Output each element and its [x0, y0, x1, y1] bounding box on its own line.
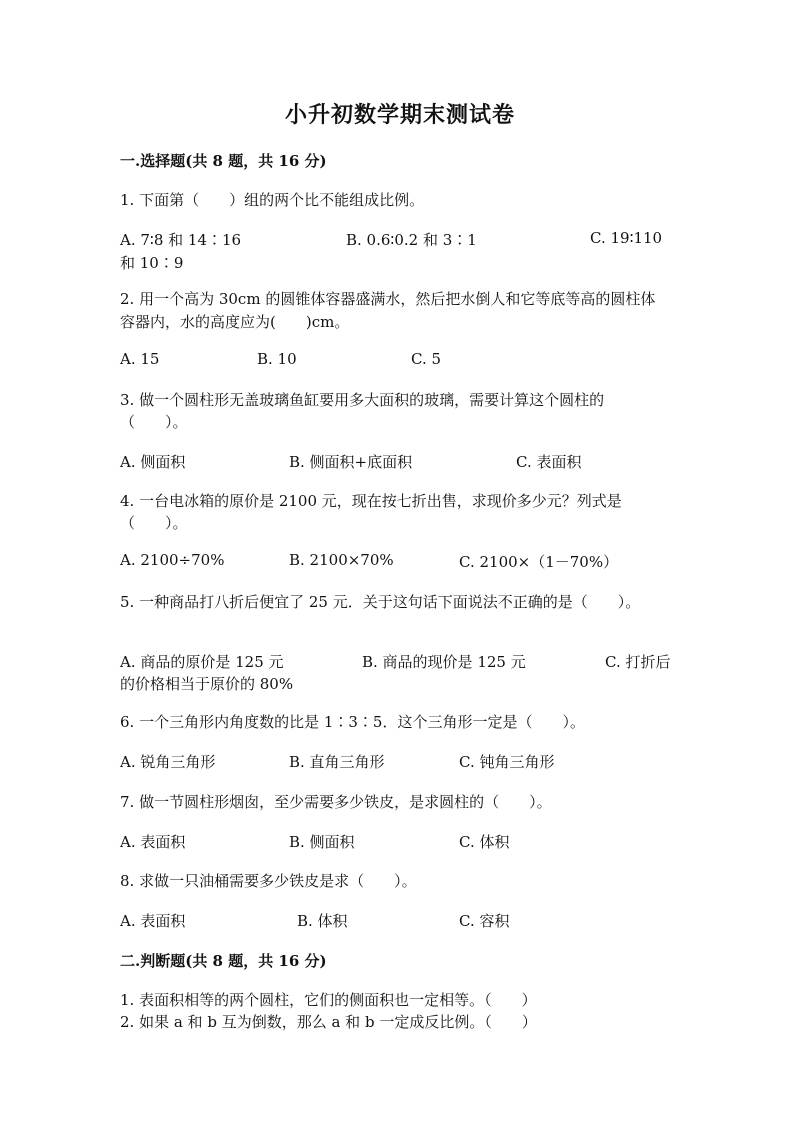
- question-7: 7. 做一节圆柱形烟囱，至少需要多少铁皮，是求圆柱的（ ）。: [120, 793, 552, 811]
- q2-option-c: C. 5: [411, 350, 442, 368]
- q5-option-b: B. 商品的现价是 125 元: [362, 653, 526, 671]
- question-3-line-2: （ ）。: [120, 413, 188, 431]
- q3-option-b: B. 侧面积+底面积: [289, 453, 413, 471]
- judgement-item-1: 1. 表面积相等的两个圆柱，它们的侧面积也一定相等。（ ）: [120, 991, 537, 1009]
- q2-option-a: A. 15: [120, 350, 160, 368]
- q7-option-b: B. 侧面积: [289, 833, 355, 851]
- question-3-line-1: 3. 做一个圆柱形无盖玻璃鱼缸要用多大面积的玻璃，需要计算这个圆柱的: [120, 391, 605, 409]
- section-heading-judgement: 二.判断题(共 8 题，共 16 分): [120, 952, 327, 970]
- question-6: 6. 一个三角形内角度数的比是 1∶3∶5．这个三角形一定是（ ）。: [120, 713, 585, 731]
- q5-option-c: C. 打折后: [605, 653, 671, 671]
- q5-option-c-wrap: 的价格相当于原价的 80%: [120, 675, 294, 693]
- q6-option-c: C. 钝角三角形: [459, 753, 555, 771]
- q1-option-c: C. 19∶110: [590, 229, 663, 247]
- q7-option-c: C. 体积: [459, 833, 510, 851]
- q8-option-b: B. 体积: [297, 912, 348, 930]
- question-4-line-2: （ ）。: [120, 514, 188, 532]
- q4-option-b: B. 2100×70%: [289, 551, 394, 569]
- question-8: 8. 求做一只油桶需要多少铁皮是求（ ）。: [120, 872, 417, 890]
- section-heading-choice: 一.选择题(共 8 题，共 16 分): [120, 152, 327, 170]
- q5-option-a: A. 商品的原价是 125 元: [120, 653, 284, 671]
- page-title: 小升初数学期末测试卷: [284, 102, 515, 128]
- q1-option-b: B. 0.6∶0.2 和 3∶1: [346, 231, 477, 249]
- q8-option-c: C. 容积: [459, 912, 510, 930]
- q1-option-c-wrap: 和 10∶9: [120, 254, 184, 272]
- q6-option-a: A. 锐角三角形: [120, 753, 216, 771]
- q1-option-a: A. 7∶8 和 14∶16: [120, 231, 242, 249]
- q8-option-a: A. 表面积: [120, 912, 186, 930]
- question-5: 5. 一种商品打八折后便宜了 25 元．关于这句话下面说法不正确的是（ ）。: [120, 593, 641, 611]
- question-1: 1. 下面第（ ）组的两个比不能组成比例。: [120, 191, 425, 209]
- judgement-item-2: 2. 如果 a 和 b 互为倒数，那么 a 和 b 一定成反比例。（ ）: [120, 1013, 537, 1031]
- q3-option-c: C. 表面积: [516, 453, 582, 471]
- question-2-line-1: 2. 用一个高为 30cm 的圆锥体容器盛满水，然后把水倒人和它等底等高的圆柱体: [120, 290, 656, 308]
- q3-option-a: A. 侧面积: [120, 453, 186, 471]
- question-4-line-1: 4. 一台电冰箱的原价是 2100 元，现在按七折出售，求现价多少元？列式是: [120, 492, 622, 510]
- question-2-line-2: 容器内，水的高度应为( )cm。: [120, 313, 350, 331]
- q2-option-b: B. 10: [257, 350, 297, 368]
- q4-option-c: C. 2100×（1－70%）: [459, 553, 619, 571]
- q7-option-a: A. 表面积: [120, 833, 186, 851]
- q4-option-a: A. 2100÷70%: [120, 551, 225, 569]
- q6-option-b: B. 直角三角形: [289, 753, 385, 771]
